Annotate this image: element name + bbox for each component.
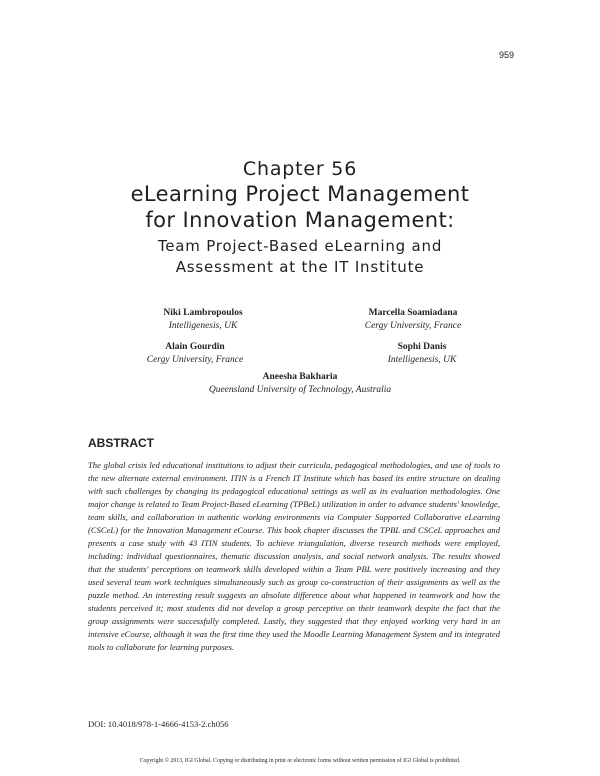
subtitle-line-1: Team Project-Based eLearning and [157, 237, 443, 255]
doi: DOI: 10.4018/978-1-4666-4153-2.ch056 [88, 719, 229, 729]
author-affiliation: Cergy University, France [364, 321, 462, 331]
author-name: Sophi Danis [397, 342, 447, 352]
abstract-text: The global crisis led educational institutions to adjust their curricula, pedagogical methodologies, and use of tools to the new alternate external environment. ITIN is a French IT Institute which has based its entire structure on dealing with such challenges by changing its pedagogical educational settings as well as its evaluation methodologies. One major change is related to Team Project-Based eLearning (TPBeL) utilization in order to advance students' knowledge, team skills, and collaboration in authentic working environments via Computer Supported Collaborative eLearning (CSCeL) for the Innovation Management eCourse. This book chapter discusses the TPBL and CSCeL approaches and presents a case study with 43 ITIN students. To achieve triangulation, diverse research methods were employed, including: individual questionnaires, thematic discussion analysis, and social network analysis. The results showed that the students' perceptions on teamwork skills developed within a Team PBL were positively increasing and they used several team work techniques simultaneously such as group co-construction of their assignments as well as the puzzle method. An interesting result suggests an absolute difference about what happened in teamwork and how the students perceived it; most students did not develop a group perceptive on their teamwork despite the fact that the group assignments were successfully completed. Lastly, they suggested that they enjoyed working very hard in an intensive eCourse, although it was the first time they used the Moodle Learning Management System and its integrated tools to collaborate for learning purposes. [88, 460, 500, 652]
author-block-1 [128, 307, 278, 333]
chapter-title [0, 181, 600, 278]
copyright-notice: Copyright © 2013, IGI Global. Copying or distributing in print or electronic forms without written permission of IGI Global is prohibited. [139, 758, 461, 764]
author-name: Niki Lambropoulos [163, 308, 243, 318]
author-block-5 [175, 371, 425, 397]
author-block-3 [120, 341, 270, 367]
chapter-label: Chapter 56 [242, 158, 358, 180]
abstract-heading: ABSTRACT [88, 436, 154, 450]
title-line-2: for Innovation Management: [145, 208, 455, 232]
author-block-4 [347, 341, 497, 367]
page-number: 959 [498, 50, 514, 60]
author-name: Alain Gourdin [165, 342, 225, 352]
author-affiliation: Queensland University of Technology, Australia [208, 385, 392, 395]
author-affiliation: Cergy University, France [146, 355, 244, 365]
author-affiliation: Intelligenesis, UK [387, 355, 457, 365]
author-block-2 [338, 307, 488, 333]
subtitle-line-2: Assessment at the IT Institute [175, 258, 425, 276]
author-name: Aneesha Bakharia [262, 372, 338, 382]
title-line-1: eLearning Project Management [130, 182, 470, 206]
author-name: Marcella Soamiadana [368, 308, 458, 318]
author-affiliation: Intelligenesis, UK [168, 321, 238, 331]
